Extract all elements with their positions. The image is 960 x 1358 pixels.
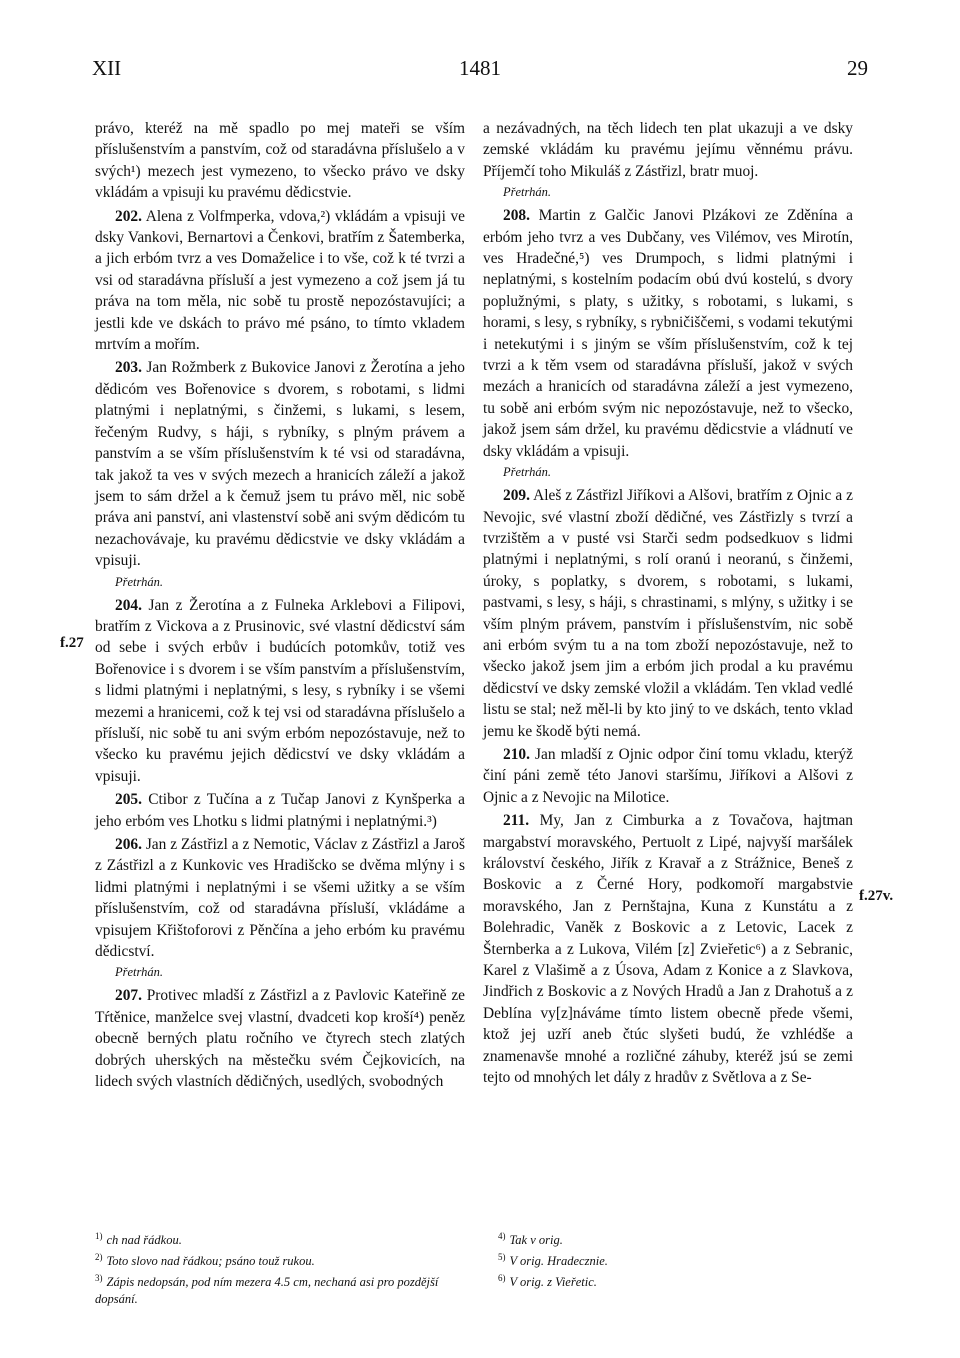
entry-status: Přetrhán. — [503, 465, 552, 480]
entry-208: 208. Martin z Galčic Janovi Plzákovi ze Zděnína a erbóm jeho tvrz a ves Dubčany, ves Vilémov, ves Mirotín, ves Hradečné,⁵) ves Drumpoch, s lidmi platnými i neplatnými, s kostelním podacím obú dvú kostelú, s dvory poplužnými, s platy, s užitky, s robotami, s lukami, s horami, s lesy, s rybníky, s rybničiščemi, s vodami tekutými i netekutými i s jiným se vším příslušenstvím, což k tej tvrzi a k těm vsem od staradávna přísluší, jakož v svých mezách a hranicích od staradávna záleží a jest vymezeno, tu sobě ani erbóm svým nic nepozóstavuje, než to všecko, jakož jsem sám držel, ku pravému dědicstvie a vládnutí ve dsky vkládám a vpisuji. Přetrhán. — [483, 207, 853, 480]
footnote: $^{6)}$ V orig. z Vieřetic. — [498, 1273, 597, 1290]
entry-206: 206. Jan z Zástřizl a z Nemotic, Václav z Zástřizl a Jaroš z Zástřizl a z Kunkovic ves Hradišcko se dvěma mlýny i s lidmi platnými i neplatnými i se všemi užitky a se vším příslušenstvím, což od staradávna přísluší, vkládáme a vpisujem Křištoforovi z Pěnčína a jeho erbóm ku pravému dědicství. Přetrhán. — [95, 836, 465, 980]
margin-folio-note: f.27 — [60, 635, 84, 651]
footnote: $^{2)}$ Toto slovo nad řádkou; psáno touž rukou. — [95, 1252, 315, 1269]
entry-211: 211. My, Jan z Cimburka a z Tovačova, hajtman margabství moravského, Pertuolt z Lipé, najvyší maršálek království českého, Jiřík z Kravař a z Strážnice, Beneš z Boskovic a z Černé Hory, podkomoří margabstvie moravského, Jan z Pernštajna, Kuna z Kunstátu a z Bolehradic, Vaněk z Boskovic a z Letovic, Lacek z Šternberka a z Lukova, Vilém [z] Zvieřetic⁶) a z Sebranic, Karel z Vlašimě a z Úsova, Adam z Konice a z Slavkova, Jindřich z Boskovic a z Nových Hradů a Jan z Drahotuš a z Deblína vy[z]náváme tímto listem obecně přede všemi, ktož jej uzří aneb čtúc slyšeti budú, že vzhlédše a znamenavše mnohé a rozličné záhuby, kteréž jsú se zemi tejto od mnohých let dály z hradův z Světlova a z Se- — [483, 812, 853, 1087]
footnote: $^{3)}$ Zápis nedopsán, pod ním mezera 4.5 cm, nechaná asi pro pozdější dopsání. — [95, 1273, 439, 1307]
header-page-number: 29 — [847, 56, 868, 80]
entry-205: 205. Ctibor z Tučína a z Tučap Janovi z Kynšperka a jeho erbóm ves Lhotku s lidmi platnými i neplatnými.³) — [95, 791, 465, 830]
header-year: 1481 — [459, 56, 501, 80]
footnotes-right — [498, 1228, 798, 1291]
paragraph-continued: právo, kteréž na mě spadlo po mej mateři se vším příslušenstvím a panstvím, což od staradávna příslušelo a v svých¹) mezech jest vymezeno, to všecko právo ve dsky vkládám a vpisuji ku pravému dědicstvie. — [95, 120, 465, 202]
entry-status: Přetrhán. — [503, 185, 552, 200]
entry-209: 209. Aleš z Zástřizl Jiříkovi a Alšovi, bratřím z Ojnic a z Nevojic, své vlastní zboží dědičné, ves Zástřizly s tvrzí a tvrzištěm a v pusté vsi Starči sedm podsedkuov s lidmi platnými i neplatnými, s rolí oranú i neoranú, s činžemi, úroky, s poplatky, s dvorem, s robotami, s lukami, pastvami, s lesy, s háji, s chrastinami, s mlýny, s užitky i se vším plným právem, panstvím i příslušenstvím, nic sobě ani erbóm svým tu a na tom zboží nepozóstavuje, než to všecko jakož jsem jim a erbóm jich prodal a ku pravému dědicství ve dsky zemské vložil a vkládám. Ten vklad vedlé listu se stal; než měl-li by kto jiný to ve dskách, tento vklad jemu ke škodě býti nemá. — [483, 487, 854, 740]
entry-207: 207. Protivec mladší z Zástřizl a z Pavlovic Kateřině ze Tŕtěnice, manželce svej vlastní, dvadceti kop kroší⁴) peněz obecně berných platu ročního ve čtyrech stech zlatých dobrých uherských na městečku svém Čejkovicích, na lidech svých vlastních dědičných, usedlých, svobodných — [95, 987, 465, 1091]
header-volume: XII — [92, 56, 122, 80]
margin-folio-note-verso: f.27v. — [859, 888, 894, 904]
right-column — [483, 118, 853, 1090]
entry-203: 203. Jan Rožmberk z Bukovice Janovi z Žerotína a jeho dědicóm ves Bořenovice s dvorem, s robotami, s lidmi platnými i neplatnými, s činžemi, s lukami, s lesem, řečeným Rudvy, s háji, s rybníky, s plným právem a panstvím a se vším příslušenstvím k té vsi od staradávna, tak jakož ta ves v svých mezech a hranicích záleží a jakož jsem to sám držel a k čemuž jsem tu právo měl, nic sobě práva ani panství, ani vlastenství sobě ani svým dědicóm tu nezachovávaje, ku pravému dědicstvie ve dsky vkládám a vpisuji. Přetrhán. — [95, 359, 465, 589]
footnote: $^{4)}$ Tak v orig. — [498, 1231, 563, 1248]
entry-status: Přetrhán. — [115, 574, 164, 589]
entry-210: 210. Jan mladší z Ojnic odpor činí tomu vkladu, kterýž činí páni země této Janovi staršímu, Jiříkovi a Alšovi z Ojnic a z Nevojic na Milotice. — [483, 745, 853, 806]
entry-202: 202. Alena z Volfmperka, vdova,²) vkládám a vpisuji ve dsky Vankovi, Bernartovi a Čenkovi, bratřím z Šatemberka, a jich erbóm tvrz a ves Domaželice i to vše, což k té tvrzi a vsi od staradávna přísluší a jest vymezeno a což jsem já tu práva na tom měla, nic sobě tu prostě nepozóstavujíci; a jestli kde ve dskách to právo mé psáno, to tímto vkladem mrtvím a mořím. — [95, 207, 465, 354]
left-column — [95, 118, 465, 1094]
footnote: $^{1)}$ ch nad řádkou. — [95, 1231, 182, 1248]
footnotes-left — [95, 1228, 465, 1308]
entry-207-continued: a nezávadných, na těch lidech ten plat ukazuji a ve dsky zemské vkládám ku pravému jejímu věnnému právu. Příjemčí toho Mikuláš z Zástřizl, bratr muoj. Přetrhán. — [483, 120, 853, 200]
footnote: $^{5)}$ V orig. Hradecznie. — [498, 1252, 608, 1269]
entry-204: 204. Jan z Žerotína a z Fulneka Arklebovi a Filipovi, bratřím z Vickova a z Prusinovic, své vlastní dědicství sám od sebe i svých erbův i budúcích potomkův, totiž ves Bořenovice i s dvorem i se vším panstvím a příslušenstvím, s lidmi platnými i neplatnými, s lesy, s rybníky i se všemi mezemi a hranicemi, což k tej vsi od staradávna příslušelo a přísluší, nic sobě tu ani svým erbóm nepozóstavuje, než to všecko ku pravému jejich dědicství ve dsky vkládám a vpisuji. — [95, 596, 465, 785]
entry-status: Přetrhán. — [115, 965, 164, 980]
